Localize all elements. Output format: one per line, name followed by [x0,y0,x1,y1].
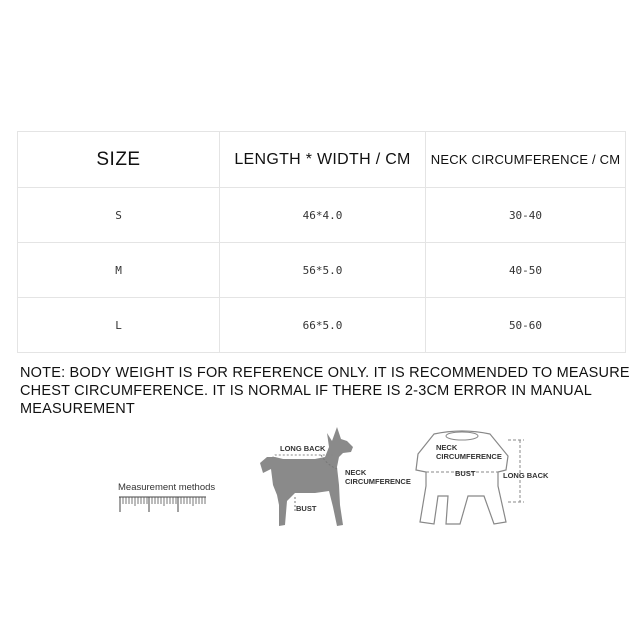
cell-neck: 50-60 [426,298,626,353]
cell-length-width: 66*5.0 [220,298,426,353]
cell-neck: 40-50 [426,243,626,298]
table-row [18,188,626,243]
cell-neck: 30-40 [426,188,626,243]
ruler-icon [118,494,210,514]
garment-bust-label: BUST [455,469,476,478]
cell-size: S [18,188,220,243]
size-chart-table [17,131,626,353]
measurement-methods-label: Measurement methods [118,482,216,493]
cell-length-width: 56*5.0 [220,243,426,298]
garment-neck-label-line2: CIRCUMFERENCE [436,452,502,461]
header-neck: NECK CIRCUMFERENCE / CM [426,132,626,188]
dog-neck-label-line1: NECK [345,468,367,477]
header-length-width: LENGTH * WIDTH / CM [220,132,426,188]
dog-neck-label-line2: CIRCUMFERENCE [345,477,411,486]
dog-bust-label: BUST [296,504,317,513]
table-row [18,243,626,298]
header-size: SIZE [18,132,220,188]
measurement-note: NOTE: BODY WEIGHT IS FOR REFERENCE ONLY. IT IS RECOMMENDED TO MEASURE CHEST CIRCUMFERENCE. IT IS NORMAL IF THERE IS 2-3CM ERROR IN MANUAL MEASUREMENT [20,365,630,417]
table-header-row [18,132,626,188]
garment-neck-label-line1: NECK [436,443,458,452]
garment-long-back-label: LONG BACK [503,471,549,480]
cell-length-width: 46*4.0 [220,188,426,243]
dog-long-back-label: LONG BACK [280,444,326,453]
cell-size: M [18,243,220,298]
table-row [18,298,626,353]
cell-size: L [18,298,220,353]
